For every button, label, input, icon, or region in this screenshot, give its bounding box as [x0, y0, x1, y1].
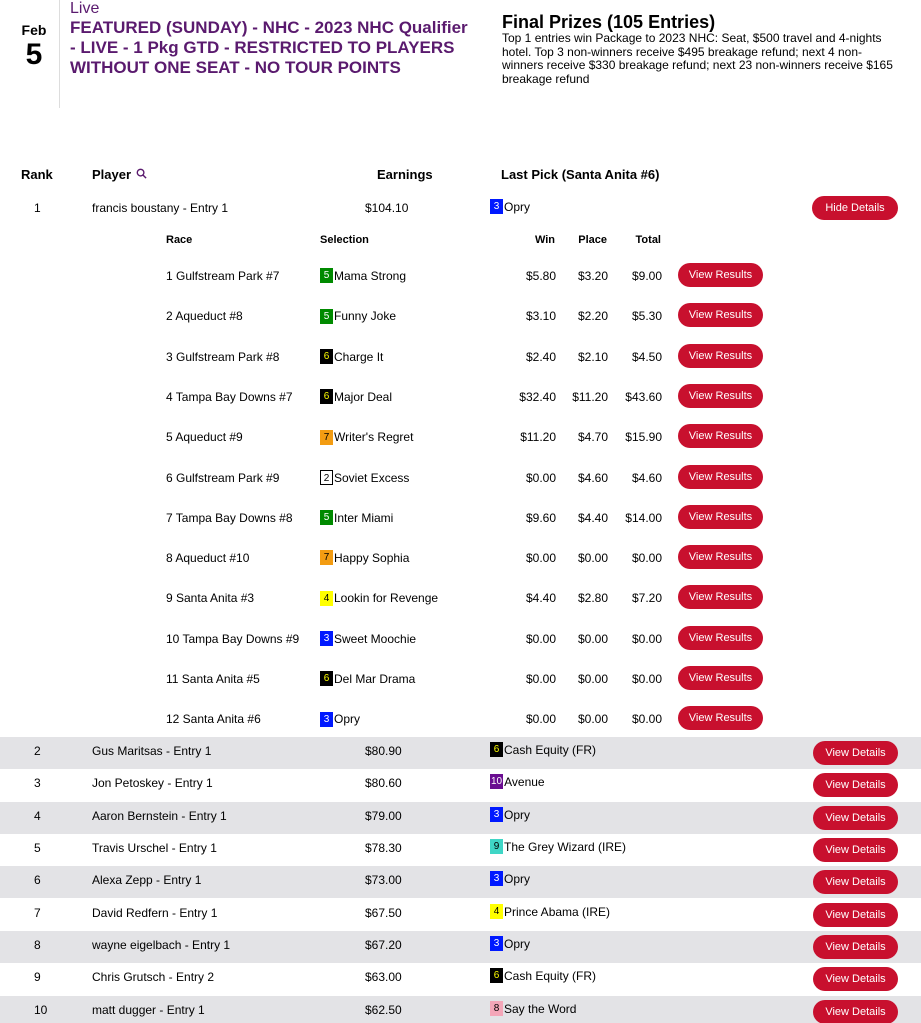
selection-horse: Del Mar Drama — [334, 671, 416, 686]
details-win: $0.00 — [525, 672, 556, 686]
player-rank: 5 — [34, 841, 41, 855]
saddle-cloth-number: 7 — [320, 550, 333, 565]
saddle-cloth-number: 4 — [490, 904, 503, 919]
details-selection — [320, 308, 396, 323]
view-results-button[interactable]: View Results — [678, 505, 763, 529]
saddle-cloth-number: 3 — [490, 936, 503, 951]
details-col-place: Place — [578, 234, 607, 246]
last-pick-horse: Opry — [504, 807, 531, 822]
details-total: $4.60 — [631, 470, 662, 485]
leaderboard-header — [0, 167, 921, 185]
player-rank: 8 — [34, 938, 41, 952]
details-race: 9 Santa Anita #3 — [166, 591, 255, 606]
selection-horse: Sweet Moochie — [334, 631, 417, 646]
details-total: $9.00 — [631, 269, 662, 283]
saddle-cloth-number: 5 — [320, 309, 333, 324]
selection-horse: Inter Miami — [334, 510, 394, 525]
details-row — [0, 706, 921, 732]
view-results-button[interactable]: View Results — [678, 585, 763, 609]
details-win: $0.00 — [525, 551, 556, 566]
saddle-cloth-number: 3 — [490, 199, 503, 214]
details-place: $2.10 — [577, 349, 608, 364]
view-results-button[interactable]: View Results — [678, 706, 763, 730]
col-earnings: Earnings — [377, 167, 433, 182]
player-name[interactable]: matt dugger - Entry 1 — [92, 1003, 205, 1017]
details-race: 11 Santa Anita #5 — [166, 672, 260, 686]
details-row — [0, 505, 921, 531]
details-total: $43.60 — [625, 389, 662, 404]
saddle-cloth-number: 6 — [320, 671, 333, 686]
player-earnings: $80.60 — [365, 776, 402, 790]
details-place: $0.00 — [577, 631, 608, 646]
player-rank: 3 — [34, 776, 41, 790]
details-win: $3.10 — [525, 309, 556, 324]
prizes-panel — [502, 12, 902, 86]
saddle-cloth-number: 6 — [490, 742, 503, 757]
details-race: 1 Gulfstream Park #7 — [166, 269, 280, 283]
details-selection — [320, 590, 438, 605]
player-name[interactable]: David Redfern - Entry 1 — [92, 906, 218, 920]
player-earnings: $79.00 — [365, 809, 402, 823]
player-earnings: $104.10 — [365, 201, 409, 215]
details-selection — [320, 389, 392, 404]
saddle-cloth-number: 4 — [320, 591, 333, 606]
view-results-button[interactable]: View Results — [678, 303, 763, 327]
details-race: 12 Santa Anita #6 — [166, 712, 261, 727]
details-win: $0.00 — [525, 470, 556, 485]
saddle-cloth-number: 3 — [320, 712, 333, 727]
view-details-button[interactable]: View Details — [813, 741, 898, 765]
view-results-button[interactable]: View Results — [678, 263, 763, 287]
hide-details-button[interactable]: Hide Details — [812, 196, 898, 220]
view-results-button[interactable]: View Results — [678, 384, 763, 408]
details-selection — [320, 268, 406, 283]
view-details-button[interactable]: View Details — [813, 870, 898, 894]
player-last-pick — [490, 936, 530, 951]
player-rank: 2 — [34, 744, 41, 758]
player-earnings: $78.30 — [365, 841, 402, 855]
saddle-cloth-number: 6 — [320, 389, 333, 404]
details-total: $15.90 — [625, 430, 662, 445]
player-row — [0, 899, 921, 931]
details-win: $5.80 — [525, 269, 556, 283]
details-row — [0, 545, 921, 571]
details-total: $14.00 — [625, 510, 662, 525]
selection-horse: Funny Joke — [334, 309, 397, 324]
details-col-win: Win — [534, 234, 555, 246]
details-win: $0.00 — [525, 631, 556, 646]
player-last-pick — [490, 871, 530, 886]
prizes-title: Final Prizes (105 Entries) — [502, 12, 716, 32]
details-race: 3 Gulfstream Park #8 — [166, 349, 280, 364]
saddle-cloth-number: 6 — [320, 349, 333, 364]
details-place: $4.40 — [577, 510, 608, 525]
player-earnings: $67.50 — [365, 906, 402, 920]
view-results-button[interactable]: View Results — [678, 626, 763, 650]
player-earnings: $67.20 — [365, 938, 402, 952]
details-row — [0, 344, 921, 370]
details-col-total: Total — [635, 234, 661, 246]
details-win: $4.40 — [525, 591, 556, 606]
details-total: $0.00 — [631, 551, 662, 566]
player-earnings: $73.00 — [365, 873, 402, 887]
last-pick-horse: The Grey Wizard (IRE) — [504, 839, 627, 854]
date-month: Feb — [21, 22, 47, 38]
player-row — [0, 963, 921, 995]
saddle-cloth-number: 7 — [320, 430, 333, 445]
details-total: $4.50 — [631, 349, 662, 364]
last-pick-horse: Opry — [504, 199, 531, 214]
header-divider — [59, 0, 60, 108]
details-place: $4.70 — [577, 430, 608, 445]
details-race: 2 Aqueduct #8 — [166, 309, 243, 324]
player-rank: 6 — [34, 873, 41, 887]
selection-horse: Writer's Regret — [334, 430, 414, 445]
details-row — [0, 585, 921, 611]
details-selection — [320, 631, 416, 646]
col-player-label: Player — [92, 167, 132, 182]
player-name[interactable]: francis boustany - Entry 1 — [92, 201, 229, 215]
saddle-cloth-number: 10 — [491, 776, 503, 788]
details-race: 6 Gulfstream Park #9 — [166, 470, 280, 485]
view-details-button[interactable]: View Details — [813, 967, 898, 991]
selection-horse: Soviet Excess — [334, 470, 410, 485]
details-race: 4 Tampa Bay Downs #7 — [166, 389, 293, 404]
details-race: 10 Tampa Bay Downs #9 — [166, 631, 300, 646]
selection-horse: Charge It — [334, 349, 384, 364]
details-selection — [320, 349, 383, 364]
details-win: $9.60 — [525, 510, 556, 525]
last-pick-horse: Opry — [504, 871, 531, 886]
player-name[interactable]: wayne eigelbach - Entry 1 — [92, 938, 231, 952]
col-rank: Rank — [21, 167, 53, 182]
details-selection — [320, 671, 415, 686]
player-row — [0, 769, 921, 801]
view-details-button[interactable]: View Details — [813, 806, 898, 830]
details-row — [0, 626, 921, 652]
view-details-button[interactable]: View Details — [813, 773, 898, 797]
player-name[interactable]: Chris Grutsch - Entry 2 — [92, 970, 215, 984]
details-win: $0.00 — [525, 712, 556, 727]
details-selection — [320, 470, 409, 485]
player-last-pick — [490, 1001, 576, 1016]
details-row — [0, 424, 921, 450]
last-pick-horse: Cash Equity (FR) — [504, 968, 597, 983]
last-pick-horse: Prince Abama (IRE) — [504, 904, 611, 919]
details-total: $7.20 — [631, 591, 662, 606]
player-name[interactable]: Jon Petoskey - Entry 1 — [92, 776, 213, 790]
contest-date — [14, 22, 54, 70]
details-row — [0, 303, 921, 329]
saddle-cloth-number: 3 — [490, 807, 503, 822]
details-total: $5.30 — [631, 309, 662, 324]
player-rank: 9 — [34, 970, 41, 984]
date-day: 5 — [25, 38, 43, 71]
details-row — [0, 263, 921, 289]
player-row — [0, 931, 921, 963]
view-results-button[interactable]: View Results — [678, 424, 763, 448]
contest-title: FEATURED (SUNDAY) - NHC - 2023 NHC Qualifier - LIVE - 1 Pkg GTD - RESTRICTED TO PLAYERS WITHOUT ONE SEAT - NO TOUR POINTS — [70, 18, 468, 77]
player-earnings: $80.90 — [365, 744, 402, 758]
saddle-cloth-number: 8 — [490, 1001, 503, 1016]
details-total: $0.00 — [631, 712, 662, 727]
details-place: $0.00 — [577, 712, 608, 727]
player-name[interactable]: Aaron Bernstein - Entry 1 — [92, 809, 227, 823]
player-last-pick — [490, 742, 596, 757]
selection-horse: Mama Strong — [334, 268, 407, 283]
view-results-button[interactable]: View Results — [678, 545, 763, 569]
details-place: $2.20 — [577, 309, 608, 324]
prizes-description: Top 1 entries win Package to 2023 NHC: Seat, $500 travel and 4-nights hotel. Top 3 non-winners receive $495 breakage refund; next 4 non-winners receive $330 breakage refund; next 23 non-winners receive $165 breakage refund — [502, 31, 893, 86]
last-pick-horse: Say the Word — [504, 1001, 577, 1016]
details-place: $3.20 — [577, 269, 608, 283]
last-pick-horse: Opry — [504, 936, 531, 951]
player-name[interactable]: Alexa Zepp - Entry 1 — [92, 873, 202, 887]
player-row — [0, 834, 921, 866]
selection-horse: Lookin for Revenge — [334, 591, 439, 606]
details-race: 5 Aqueduct #9 — [166, 430, 243, 445]
contest-status: Live — [70, 0, 100, 17]
saddle-cloth-number: 2 — [320, 470, 333, 485]
selection-horse: Happy Sophia — [334, 550, 410, 565]
saddle-cloth-number: 3 — [320, 631, 333, 646]
saddle-cloth-number: 6 — [490, 968, 503, 983]
details-race: 7 Tampa Bay Downs #8 — [166, 510, 293, 525]
player-row — [0, 996, 921, 1023]
player-name[interactable]: Gus Maritsas - Entry 1 — [92, 744, 212, 758]
details-col-selection: Selection — [320, 234, 369, 246]
player-row — [0, 737, 921, 769]
view-details-button[interactable]: View Details — [813, 838, 898, 862]
player-last-pick — [490, 199, 530, 214]
player-last-pick — [490, 839, 626, 854]
col-last-pick: Last Pick (Santa Anita #6) — [501, 167, 660, 182]
last-pick-horse: Avenue — [504, 774, 545, 789]
details-place: $0.00 — [577, 672, 608, 686]
player-row — [0, 802, 921, 834]
player-earnings: $62.50 — [365, 1003, 402, 1017]
selection-horse: Major Deal — [334, 389, 393, 404]
player-row — [0, 194, 921, 222]
details-selection — [320, 510, 393, 525]
player-last-pick — [490, 904, 610, 919]
saddle-cloth-number: 5 — [320, 510, 333, 525]
details-place: $2.80 — [577, 591, 608, 606]
player-rank: 10 — [34, 1003, 48, 1017]
view-details-button[interactable]: View Details — [813, 935, 898, 959]
saddle-cloth-number: 5 — [320, 268, 333, 283]
player-rank: 4 — [34, 809, 41, 823]
details-selection — [320, 429, 413, 444]
view-results-button[interactable]: View Results — [678, 344, 763, 368]
view-results-button[interactable]: View Results — [678, 465, 763, 489]
player-last-pick — [490, 807, 530, 822]
player-earnings: $63.00 — [365, 970, 402, 984]
details-place: $4.60 — [577, 470, 608, 485]
last-pick-horse: Cash Equity (FR) — [504, 742, 597, 757]
player-name[interactable]: Travis Urschel - Entry 1 — [92, 841, 217, 855]
details-row — [0, 384, 921, 410]
search-icon[interactable] — [136, 167, 147, 182]
details-win: $32.40 — [519, 389, 556, 404]
details-place: $11.20 — [572, 389, 608, 404]
view-results-button[interactable]: View Results — [678, 666, 763, 690]
selection-horse: Opry — [334, 712, 361, 727]
details-win: $2.40 — [525, 349, 556, 364]
details-place: $0.00 — [577, 551, 608, 566]
col-player — [92, 167, 147, 182]
saddle-cloth-number: 9 — [490, 839, 503, 854]
player-rank: 7 — [34, 906, 41, 920]
details-selection — [320, 711, 360, 726]
contest-info — [70, 0, 470, 78]
details-total: $0.00 — [631, 672, 662, 686]
view-details-button[interactable]: View Details — [813, 1000, 898, 1023]
details-row — [0, 465, 921, 491]
player-rank: 1 — [34, 201, 41, 215]
details-row — [0, 666, 921, 692]
details-win: $11.20 — [520, 430, 556, 445]
saddle-cloth-number: 3 — [490, 871, 503, 886]
player-last-pick — [490, 774, 545, 789]
details-race: 8 Aqueduct #10 — [166, 551, 250, 566]
details-selection — [320, 550, 409, 565]
view-details-button[interactable]: View Details — [813, 903, 898, 927]
details-col-race: Race — [166, 234, 193, 246]
player-row — [0, 866, 921, 898]
player-last-pick — [490, 968, 596, 983]
details-total: $0.00 — [631, 631, 662, 646]
